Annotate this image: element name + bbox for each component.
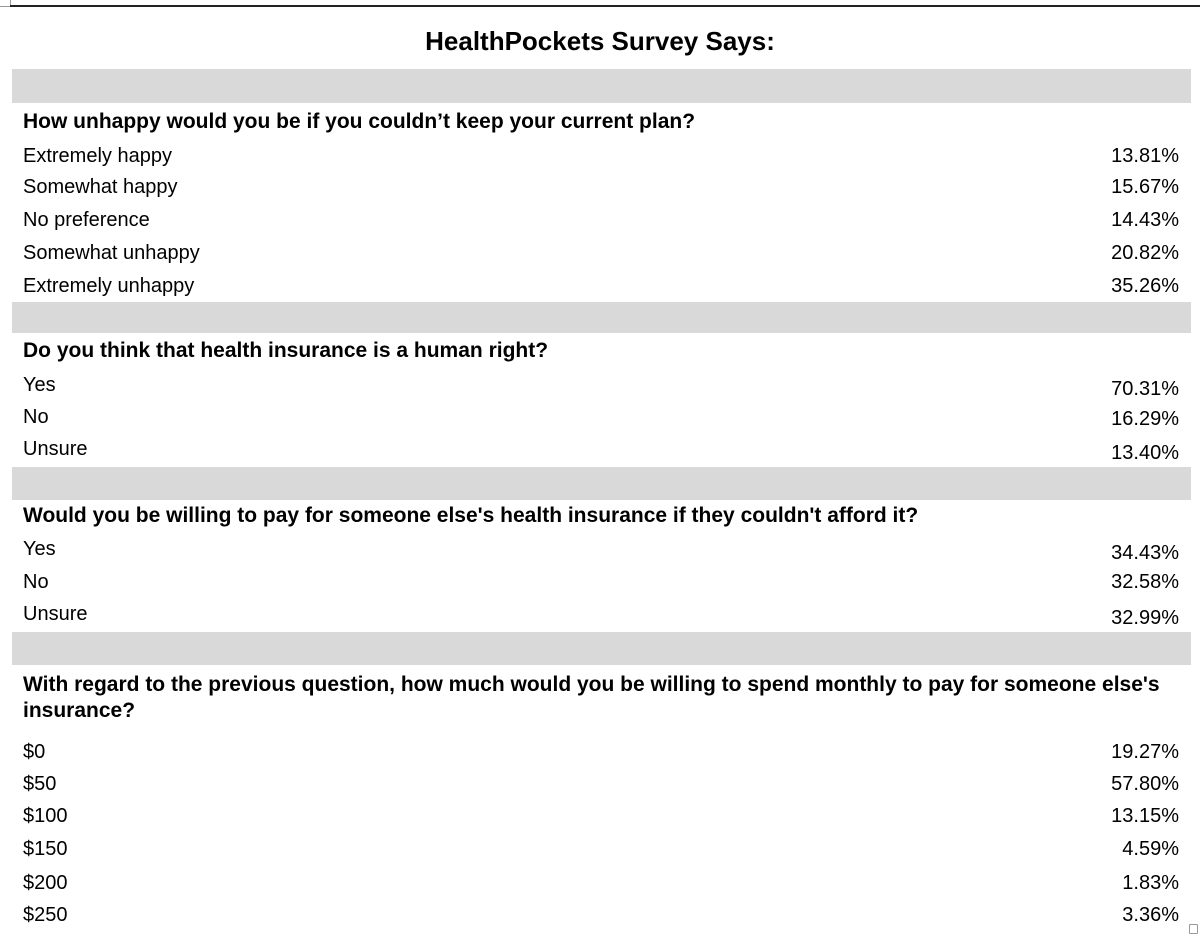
answer-percentage: 35.26% [1111, 275, 1179, 297]
answer-percentage: 13.81% [1111, 145, 1179, 167]
answer-row [12, 232, 1191, 265]
answer-label: Yes [23, 538, 56, 560]
answer-label: Somewhat unhappy [23, 242, 200, 264]
answer-percentage: 20.82% [1111, 242, 1179, 264]
answer-label: Unsure [23, 603, 88, 625]
answer-row [12, 895, 1191, 927]
top-border-line [10, 5, 1200, 7]
answer-row [12, 861, 1191, 895]
page-title: HealthPockets Survey Says: [425, 26, 775, 56]
answer-percentage: 14.43% [1111, 209, 1179, 231]
answer-label: Somewhat happy [23, 176, 178, 198]
answer-row [12, 561, 1191, 594]
answer-row [12, 366, 1191, 400]
answer-row [12, 796, 1191, 828]
answer-label: No [23, 406, 49, 428]
survey-table [12, 69, 1191, 927]
answer-label: No preference [23, 209, 150, 231]
answer-row [12, 531, 1191, 564]
answer-percentage: 13.15% [1111, 805, 1179, 827]
answer-label: No [23, 571, 49, 593]
answer-label: $150 [23, 838, 68, 860]
answer-label: Extremely unhappy [23, 275, 195, 297]
answer-percentage: 15.67% [1111, 176, 1179, 198]
answer-row [12, 728, 1191, 764]
answer-row [12, 168, 1191, 199]
answer-percentage: 3.36% [1122, 904, 1179, 926]
section-separator-band [12, 632, 1191, 665]
answer-row [12, 429, 1191, 467]
answer-percentage: 1.83% [1122, 872, 1179, 894]
answer-label: Unsure [23, 438, 88, 460]
question-heading: With regard to the previous question, how much would you be willing to spend monthly to pay for someone else's insurance? [23, 673, 1160, 722]
answer-percentage: 32.58% [1111, 571, 1179, 593]
answer-percentage: 19.27% [1111, 741, 1179, 763]
section-separator-band [12, 302, 1191, 333]
answer-row [12, 764, 1191, 796]
answer-row [12, 397, 1191, 429]
answer-percentage: 70.31% [1111, 378, 1179, 400]
question-heading: How unhappy would you be if you couldn’t keep your current plan? [23, 110, 696, 133]
answer-percentage: 57.80% [1111, 773, 1179, 795]
answer-label: $250 [23, 904, 68, 926]
answer-row [12, 265, 1191, 302]
answer-label: $50 [23, 773, 57, 795]
question-heading: Would you be willing to pay for someone else's health insurance if they couldn't afford it? [23, 504, 919, 527]
section-separator-band [12, 467, 1191, 500]
corner-resize-mark [1189, 924, 1198, 934]
answer-percentage: 16.29% [1111, 408, 1179, 430]
answer-percentage: 34.43% [1111, 542, 1179, 564]
answer-row [12, 594, 1191, 632]
answer-percentage: 32.99% [1111, 607, 1179, 629]
answer-label: $200 [23, 872, 68, 894]
answer-label: $0 [23, 741, 46, 763]
answer-percentage: 13.40% [1111, 442, 1179, 464]
answer-row [12, 137, 1191, 168]
answer-label: Extremely happy [23, 145, 172, 167]
answer-percentage: 4.59% [1122, 838, 1179, 860]
question-heading: Do you think that health insurance is a human right? [23, 339, 549, 362]
answer-row [12, 199, 1191, 232]
section-separator-band [12, 69, 1191, 103]
answer-row [12, 828, 1191, 861]
answer-label: Yes [23, 374, 56, 396]
answer-label: $100 [23, 805, 68, 827]
